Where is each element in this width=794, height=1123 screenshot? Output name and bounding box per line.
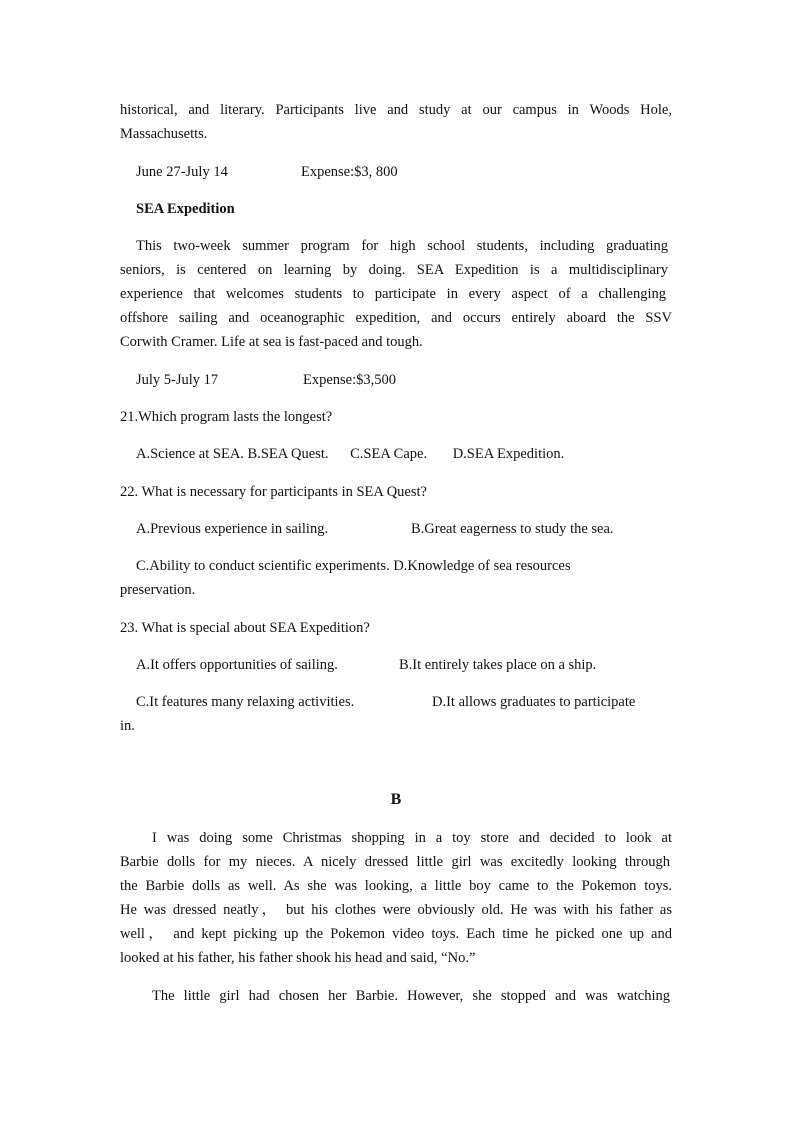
q22-option-c: C.Ability to conduct scientific experiments.: [136, 558, 390, 574]
q21-option-b: B.SEA Quest.: [247, 446, 329, 462]
question-23-options-cd: [120, 692, 672, 712]
sea-expedition-line: Corwith Cramer. Life at sea is fast-paced and tough.: [120, 334, 423, 350]
q22-option-a: A.Previous experience in sailing.: [136, 521, 329, 537]
sea-expedition-expense: Expense:$3,500: [303, 372, 397, 388]
sea-cape-dates: June 27-July 14: [136, 164, 228, 180]
q21-option-c: C.SEA Cape.: [350, 446, 428, 462]
sea-expedition-line: experience that welcomes students to participate in every aspect of a challenging: [120, 286, 666, 302]
q22-option-b: B.Great eagerness to study the sea.: [411, 521, 614, 537]
sea-expedition-title: SEA Expedition: [136, 201, 235, 217]
question-22-stem: 22. What is necessary for participants in SEA Quest?: [120, 484, 427, 500]
question-21-stem: 21.Which program lasts the longest?: [120, 409, 333, 425]
sea-expedition-line: This two-week summer program for high school students, including graduating: [136, 238, 668, 254]
question-21-options: [120, 444, 672, 464]
q21-option-d: D.SEA Expedition.: [452, 446, 565, 462]
section-b-para2-line: The little girl had chosen her Barbie. However, she stopped and was watching: [152, 988, 670, 1004]
intro-line-2: Massachusetts.: [120, 126, 208, 142]
q23-option-b: B.It entirely takes place on a ship.: [399, 657, 597, 673]
section-b-para1-line: He was dressed neatly， but his clothes were obviously old. He was with his father as: [120, 902, 672, 918]
q22-option-d-continued: preservation.: [120, 582, 196, 598]
sea-cape-info: [120, 162, 672, 182]
section-b-para1-line: the Barbie dolls as well. As she was looking, a little boy came to the Pokemon toys.: [120, 878, 672, 894]
question-22-options-cd: [120, 556, 672, 576]
intro-line-1: historical, and literary. Participants live and study at our campus in Woods Hole,: [120, 102, 672, 118]
section-b-para1-line: looked at his father, his father shook his head and said, “No.”: [120, 950, 476, 966]
q23-option-c: C.It features many relaxing activities.: [136, 694, 355, 710]
section-b-para1-line: Barbie dolls for my nieces. A nicely dressed little girl was excitedly looking through: [120, 854, 670, 870]
sea-cape-expense: Expense:$3, 800: [301, 164, 398, 180]
section-b-heading: B: [390, 791, 402, 808]
question-22-options-ab: [120, 519, 672, 539]
sea-expedition-line: seniors, is centered on learning by doing. SEA Expedition is a multidisciplinary: [120, 262, 668, 278]
sea-expedition-line: offshore sailing and oceanographic expedition, and occurs entirely aboard the SSV: [120, 310, 672, 326]
q23-option-d: D.It allows graduates to participate: [432, 694, 636, 710]
question-23-stem: 23. What is special about SEA Expedition?: [120, 620, 370, 636]
q21-option-a: A.Science at SEA.: [136, 446, 244, 462]
q23-option-a: A.It offers opportunities of sailing.: [136, 657, 338, 673]
section-b-para1-line: well， and kept picking up the Pokemon video toys. Each time he picked one up and: [120, 926, 672, 942]
q23-option-d-continued: in.: [120, 718, 135, 734]
section-b-para1-line: I was doing some Christmas shopping in a toy store and decided to look at: [152, 830, 672, 846]
q22-option-d: D.Knowledge of sea resources: [393, 558, 571, 574]
sea-expedition-dates: July 5-July 17: [136, 372, 219, 388]
sea-expedition-info: [120, 370, 672, 390]
question-23-options-ab: [120, 655, 672, 675]
